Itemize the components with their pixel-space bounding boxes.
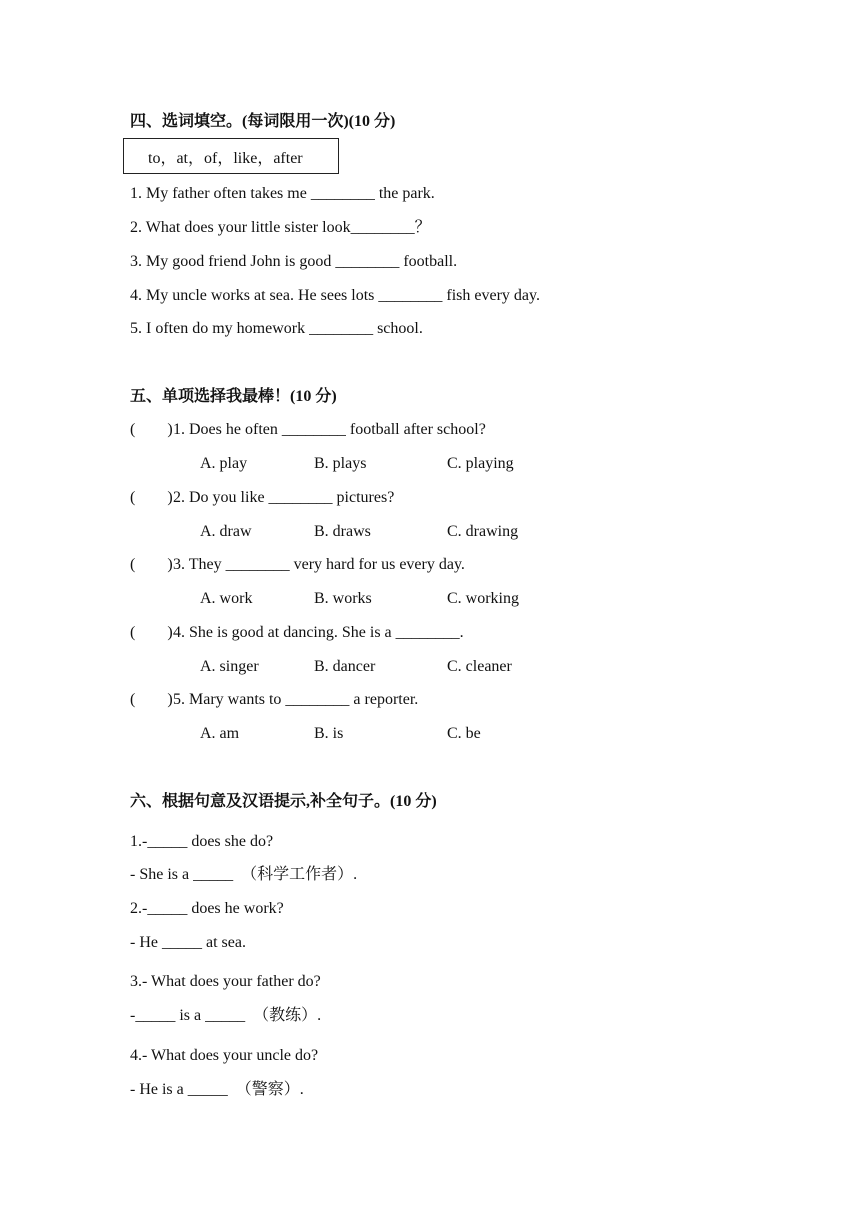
option-c: C. playing xyxy=(447,455,514,472)
option-a: A. play xyxy=(200,455,248,472)
question-text: 4. She is good at dancing. She is a ________. xyxy=(173,624,464,641)
s6-line-1: 1.-_____ does she do? xyxy=(130,833,274,850)
option-a: A. work xyxy=(200,590,253,607)
s6-line-8: - He is a _____ （警察）. xyxy=(130,1081,304,1098)
option-c: C. drawing xyxy=(447,523,519,540)
option-b: B. dancer xyxy=(314,658,376,675)
s6-line-3: 2.-_____ does he work? xyxy=(130,900,284,917)
question-text: 5. Mary wants to ________ a reporter. xyxy=(173,691,419,708)
question-text: 3. They ________ very hard for us every day. xyxy=(173,556,465,573)
s4-item-1: 1. My father often takes me ________ the park. xyxy=(130,185,435,202)
question-text: 2. Do you like ________ pictures? xyxy=(173,489,395,506)
s4-item-3: 3. My good friend John is good ________ football. xyxy=(130,253,458,270)
s6-line-4: - He _____ at sea. xyxy=(130,934,246,951)
s6-line-2: - She is a _____ （科学工作者）. xyxy=(130,866,358,883)
s4-item-4: 4. My uncle works at sea. He sees lots ________ fish every day. xyxy=(130,287,540,304)
s6-line-5: 3.- What does your father do? xyxy=(130,973,321,990)
answer-paren: ( ) xyxy=(130,489,173,506)
answer-paren: ( ) xyxy=(130,421,173,438)
option-b: B. plays xyxy=(314,455,367,472)
answer-paren: ( ) xyxy=(130,624,173,641)
option-b: B. is xyxy=(314,725,344,742)
answer-paren: ( ) xyxy=(130,556,173,573)
option-c: C. cleaner xyxy=(447,658,512,675)
option-c: C. working xyxy=(447,590,519,607)
s4-item-2: 2. What does your little sister look________？ xyxy=(130,219,431,236)
s4-item-5: 5. I often do my homework ________ school. xyxy=(130,320,423,337)
s6-line-6: -_____ is a _____ （教练）. xyxy=(130,1007,322,1024)
option-a: A. am xyxy=(200,725,240,742)
option-a: A. draw xyxy=(200,523,252,540)
word-bank-box: to，at，of，like，after xyxy=(123,138,339,174)
option-b: B. draws xyxy=(314,523,371,540)
section-6-heading: 六、根据句意及汉语提示,补全句子。(10 分) xyxy=(130,793,437,810)
option-b: B. works xyxy=(314,590,372,607)
section-4-heading: 四、选词填空。(每词限用一次)(10 分) xyxy=(130,113,396,130)
section-5-heading: 五、单项选择我最棒！(10 分) xyxy=(130,388,337,405)
question-text: 1. Does he often ________ football after school? xyxy=(173,421,486,438)
answer-paren: ( ) xyxy=(130,691,173,708)
option-a: A. singer xyxy=(200,658,259,675)
option-c: C. be xyxy=(447,725,481,742)
s6-line-7: 4.- What does your uncle do? xyxy=(130,1047,319,1064)
